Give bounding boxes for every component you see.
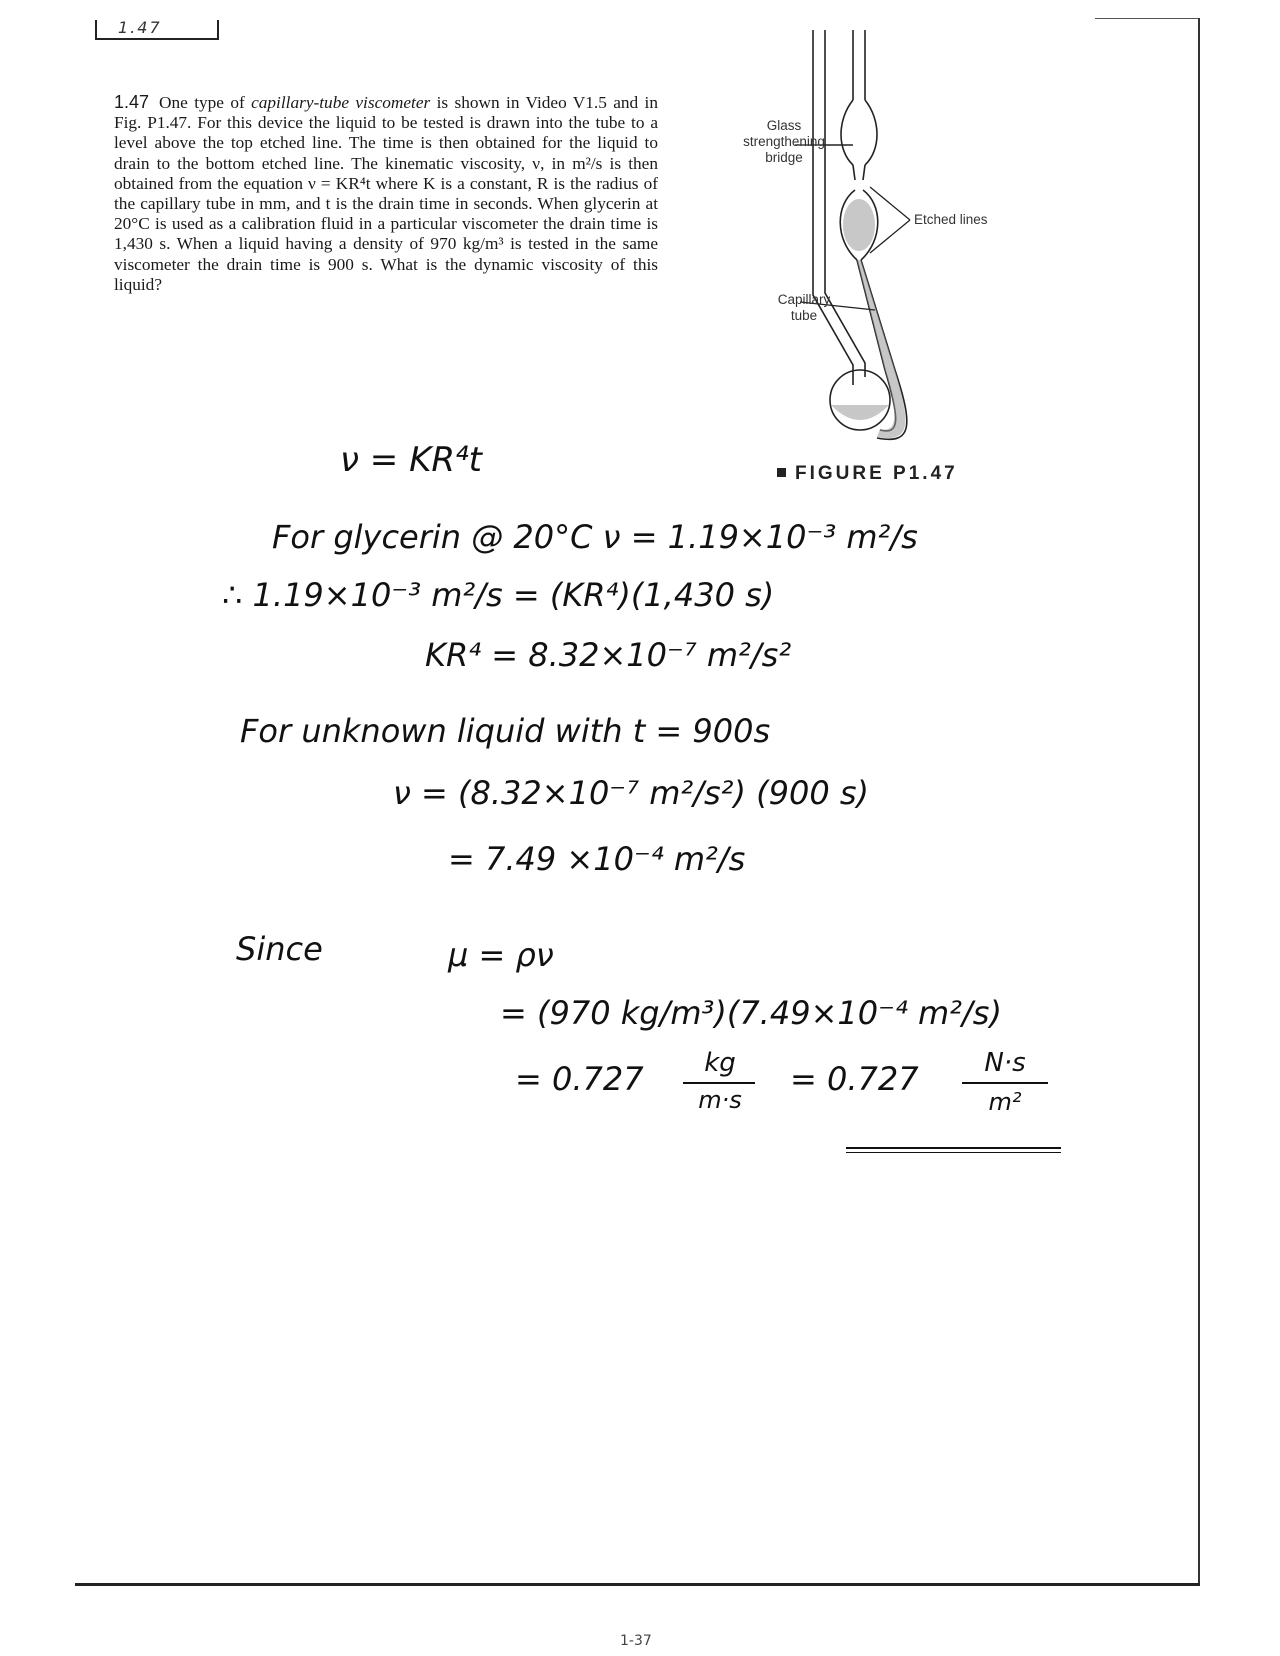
liquid-bottom-bulb — [831, 405, 889, 420]
solution-line-1: ν = KR⁴t — [340, 440, 482, 480]
frame-top-rule — [1095, 18, 1200, 19]
problem-term: capillary-tube viscometer — [251, 93, 431, 112]
bottom-bulb — [830, 370, 890, 430]
liquid-capillary — [857, 260, 895, 370]
solution-unit-1-num: kg — [704, 1048, 736, 1078]
label-capillary-tube: Capillary tube — [777, 292, 831, 323]
problem-statement — [114, 92, 658, 295]
solution-result-2: = 0.727 — [790, 1060, 919, 1098]
solution-line-4: KR⁴ = 8.32×10⁻⁷ m²/s² — [425, 636, 792, 674]
caption-square-icon — [777, 468, 786, 477]
frame-bottom-rule — [75, 1583, 1200, 1586]
solution-line-7: = 7.49 ×10⁻⁴ m²/s — [448, 840, 746, 878]
solution-unit-1-den: m·s — [698, 1086, 742, 1114]
problem-number: 1.47 — [114, 92, 150, 112]
solution-unit-2-bar — [962, 1082, 1048, 1084]
solution-unit-2-num: N·s — [984, 1048, 1026, 1078]
page-number: 1-37 — [620, 1633, 652, 1649]
problem-tab-label: 1.47 — [118, 18, 162, 37]
viscometer-figure — [725, 25, 1055, 465]
frame-right-rule — [1198, 18, 1200, 1583]
solution-unit-1-bar — [683, 1082, 755, 1084]
answer-underline — [846, 1147, 1061, 1153]
solution-line-8: μ = ρν — [448, 936, 554, 974]
solution-unit-2-den: m² — [988, 1088, 1022, 1116]
solution-line-6: ν = (8.32×10⁻⁷ m²/s²) (900 s) — [393, 774, 870, 812]
figure-caption — [777, 463, 958, 485]
liquid-u-bend — [877, 370, 905, 438]
solution-line-2: For glycerin @ 20°C ν = 1.19×10⁻³ m²/s — [272, 518, 918, 556]
label-etched-lines: Etched lines — [914, 212, 988, 227]
solution-line-5: For unknown liquid with t = 900s — [240, 712, 771, 750]
problem-text-part1: One type of — [159, 93, 252, 112]
label-glass-bridge: Glass strengthening bridge — [743, 118, 825, 165]
upper-bulb — [841, 100, 877, 165]
solution-line-3: ∴ 1.19×10⁻³ m²/s = (KR⁴)(1,430 s) — [222, 576, 775, 614]
pointer-etched-top — [870, 187, 910, 220]
solution-line-9: = (970 kg/m³)(7.49×10⁻⁴ m²/s) — [500, 994, 1002, 1032]
solution-since: Since — [236, 930, 323, 968]
liquid-middle-bulb — [843, 199, 875, 251]
bridge-neck — [853, 165, 865, 180]
figure-caption-text: FIGURE P1.47 — [795, 463, 958, 484]
problem-text-part2: is shown in Video V1.5 and in Fig. P1.47. For this device the liquid to be tested is drawn into the tube to a level above the top etched line. The time is then obtained for the liquid to drain to the bottom etched line. The kinematic viscosity, ν, in m²/s is then obtained from the equation ν = KR⁴t where K is a constant, R is the radius of the capillary tube in mm, and t is the drain time in seconds. When glycerin at 20°C is used as a calibration fluid in a particular viscometer the drain time is 1,430 s. When a liquid having a density of 970 kg/m³ is tested in the same viscometer the drain time is 900 s. What is the dynamic viscosity of this liquid? — [114, 93, 659, 294]
solution-result-1: = 0.727 — [515, 1060, 644, 1098]
